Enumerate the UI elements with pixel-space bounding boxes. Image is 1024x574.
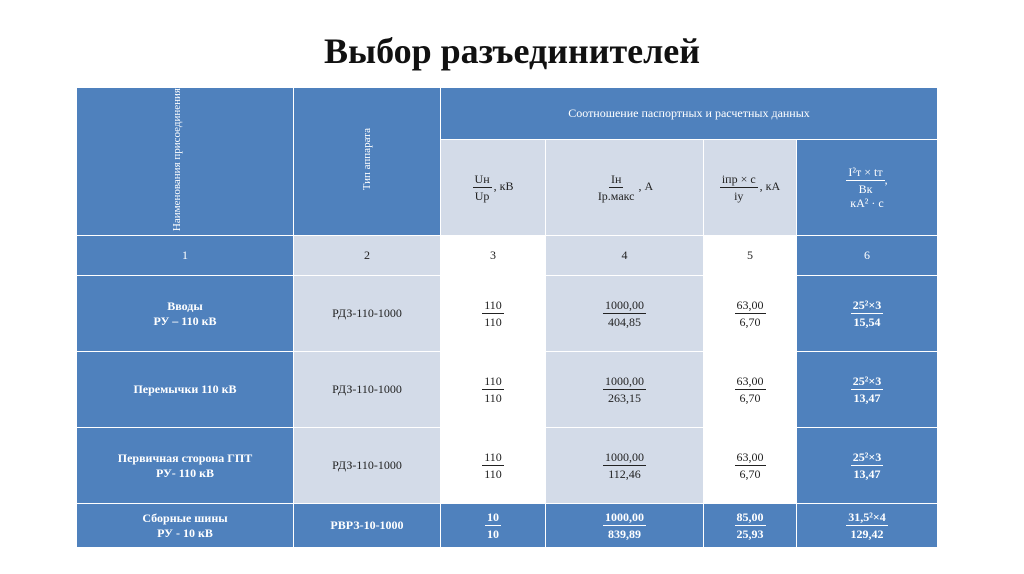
- row-thermal-den: 129,42: [850, 527, 884, 542]
- row-dynamic-cell: [704, 504, 797, 548]
- column-number-3: 3: [441, 236, 546, 276]
- row-connection-name-line1: Вводы: [167, 298, 203, 313]
- current-ratio-numerator: Iн: [610, 172, 622, 187]
- row-connection-name-line2: РУ – 110 кВ: [153, 313, 217, 328]
- row-dynamic-den: 6,70: [739, 467, 761, 482]
- thermal-ratio-numerator: I²т × tт: [848, 164, 883, 179]
- thermal-ratio-comma: ,: [884, 171, 888, 186]
- thermal-ratio-denominator: Вк: [858, 181, 873, 196]
- row-current-cell: [546, 504, 704, 548]
- dynamic-ratio-unit: , кА: [759, 179, 781, 194]
- row-current-den: 839,89: [608, 527, 641, 542]
- row-device-type: РВРЗ-10-1000: [294, 504, 441, 548]
- column-number-4: 4: [546, 236, 704, 276]
- header-connection-name: [77, 88, 294, 236]
- row-connection-name-line1: Сборные шины: [142, 510, 228, 525]
- row-voltage-den: 110: [484, 315, 502, 330]
- row-current-num: 1000,00: [605, 510, 644, 525]
- column-number-1: 1: [77, 236, 294, 276]
- header-device-type-text: Тип аппарата: [360, 128, 373, 191]
- row-voltage-num: 110: [484, 374, 502, 389]
- header-thermal-ratio: [797, 140, 938, 236]
- voltage-ratio-fraction: [473, 172, 492, 203]
- header-current-ratio: [546, 140, 704, 236]
- row-current-cell: [546, 276, 704, 352]
- current-ratio-denominator: Iр.макс: [597, 189, 635, 204]
- row-thermal-num: 25²×3: [852, 374, 882, 389]
- row-thermal-den: 15,54: [853, 315, 881, 330]
- row-thermal-cell: [797, 428, 938, 504]
- row-connection-name: [77, 276, 294, 352]
- row-device-type: РДЗ-110-1000: [294, 276, 441, 352]
- row-dynamic-num: 63,00: [736, 450, 764, 465]
- voltage-ratio-numerator: Uн: [474, 172, 490, 187]
- row-voltage-den: 110: [484, 467, 502, 482]
- row-connection-name-line1: Первичная сторона ГПТ: [117, 450, 253, 465]
- column-number-6: 6: [797, 236, 938, 276]
- row-dynamic-num: 63,00: [736, 298, 764, 313]
- header-connection-name-text: Наименования присоединения: [171, 88, 183, 232]
- table-row: [77, 504, 938, 548]
- row-voltage-den: 110: [484, 391, 502, 406]
- dynamic-ratio-fraction: [720, 172, 758, 203]
- row-voltage-cell: [441, 352, 546, 428]
- row-current-num: 1000,00: [605, 374, 644, 389]
- row-voltage-den: 10: [487, 527, 499, 542]
- row-dynamic-cell: [704, 352, 797, 428]
- disconnector-table: [76, 87, 938, 548]
- thermal-ratio-unit: кА² · с: [850, 195, 884, 210]
- dynamic-ratio-denominator: iу: [734, 189, 744, 204]
- header-dynamic-ratio: [704, 140, 797, 236]
- row-voltage-cell: [441, 428, 546, 504]
- row-dynamic-den: 6,70: [739, 315, 761, 330]
- row-current-num: 1000,00: [605, 450, 644, 465]
- table-row: [77, 276, 938, 352]
- current-ratio-unit: , А: [638, 179, 654, 194]
- row-voltage-num: 110: [484, 298, 502, 313]
- row-connection-name-line1: Перемычки 110 кВ: [133, 382, 237, 397]
- row-dynamic-num: 85,00: [736, 510, 764, 525]
- row-dynamic-cell: [704, 428, 797, 504]
- column-numbers-row: [77, 236, 938, 276]
- row-voltage-cell: [441, 504, 546, 548]
- row-thermal-den: 13,47: [853, 467, 881, 482]
- row-current-num: 1000,00: [605, 298, 644, 313]
- row-thermal-num: 25²×3: [852, 450, 882, 465]
- row-thermal-den: 13,47: [853, 391, 881, 406]
- header-voltage-ratio: [441, 140, 546, 236]
- row-thermal-cell: [797, 276, 938, 352]
- column-number-2: 2: [294, 236, 441, 276]
- header-row-top: [77, 88, 938, 140]
- table-row: [77, 352, 938, 428]
- row-current-den: 404,85: [608, 315, 641, 330]
- row-dynamic-den: 25,93: [736, 527, 764, 542]
- header-device-type: [294, 88, 441, 236]
- row-dynamic-num: 63,00: [736, 374, 764, 389]
- row-connection-name-line2: РУ- 110 кВ: [155, 465, 215, 480]
- row-current-cell: [546, 352, 704, 428]
- voltage-ratio-denominator: Uр: [474, 189, 490, 204]
- row-voltage-cell: [441, 276, 546, 352]
- row-thermal-num: 31,5²×4: [848, 510, 886, 525]
- current-ratio-fraction: [596, 172, 637, 203]
- row-connection-name: [77, 504, 294, 548]
- row-dynamic-den: 6,70: [739, 391, 761, 406]
- voltage-ratio-unit: , кВ: [493, 179, 514, 194]
- slide-title: Выбор разъединителей: [323, 31, 701, 71]
- table-row: [77, 428, 938, 504]
- row-connection-name: [77, 352, 294, 428]
- row-thermal-num: 25²×3: [852, 298, 882, 313]
- row-current-den: 112,46: [608, 467, 641, 482]
- row-current-den: 263,15: [608, 391, 641, 406]
- row-device-type: РДЗ-110-1000: [294, 428, 441, 504]
- row-connection-name-line2: РУ - 10 кВ: [157, 525, 213, 540]
- row-thermal-cell: [797, 352, 938, 428]
- row-device-type: РДЗ-110-1000: [294, 352, 441, 428]
- thermal-ratio-fraction: [846, 165, 884, 196]
- row-thermal-cell: [797, 504, 938, 548]
- header-ratio-group: Соотношение паспортных и расчетных данных: [441, 88, 938, 140]
- row-dynamic-cell: [704, 276, 797, 352]
- row-voltage-num: 110: [484, 450, 502, 465]
- dynamic-ratio-numerator: iпр × с: [721, 172, 756, 187]
- column-number-5: 5: [704, 236, 797, 276]
- row-current-cell: [546, 428, 704, 504]
- row-connection-name: [77, 428, 294, 504]
- row-voltage-num: 10: [487, 510, 499, 525]
